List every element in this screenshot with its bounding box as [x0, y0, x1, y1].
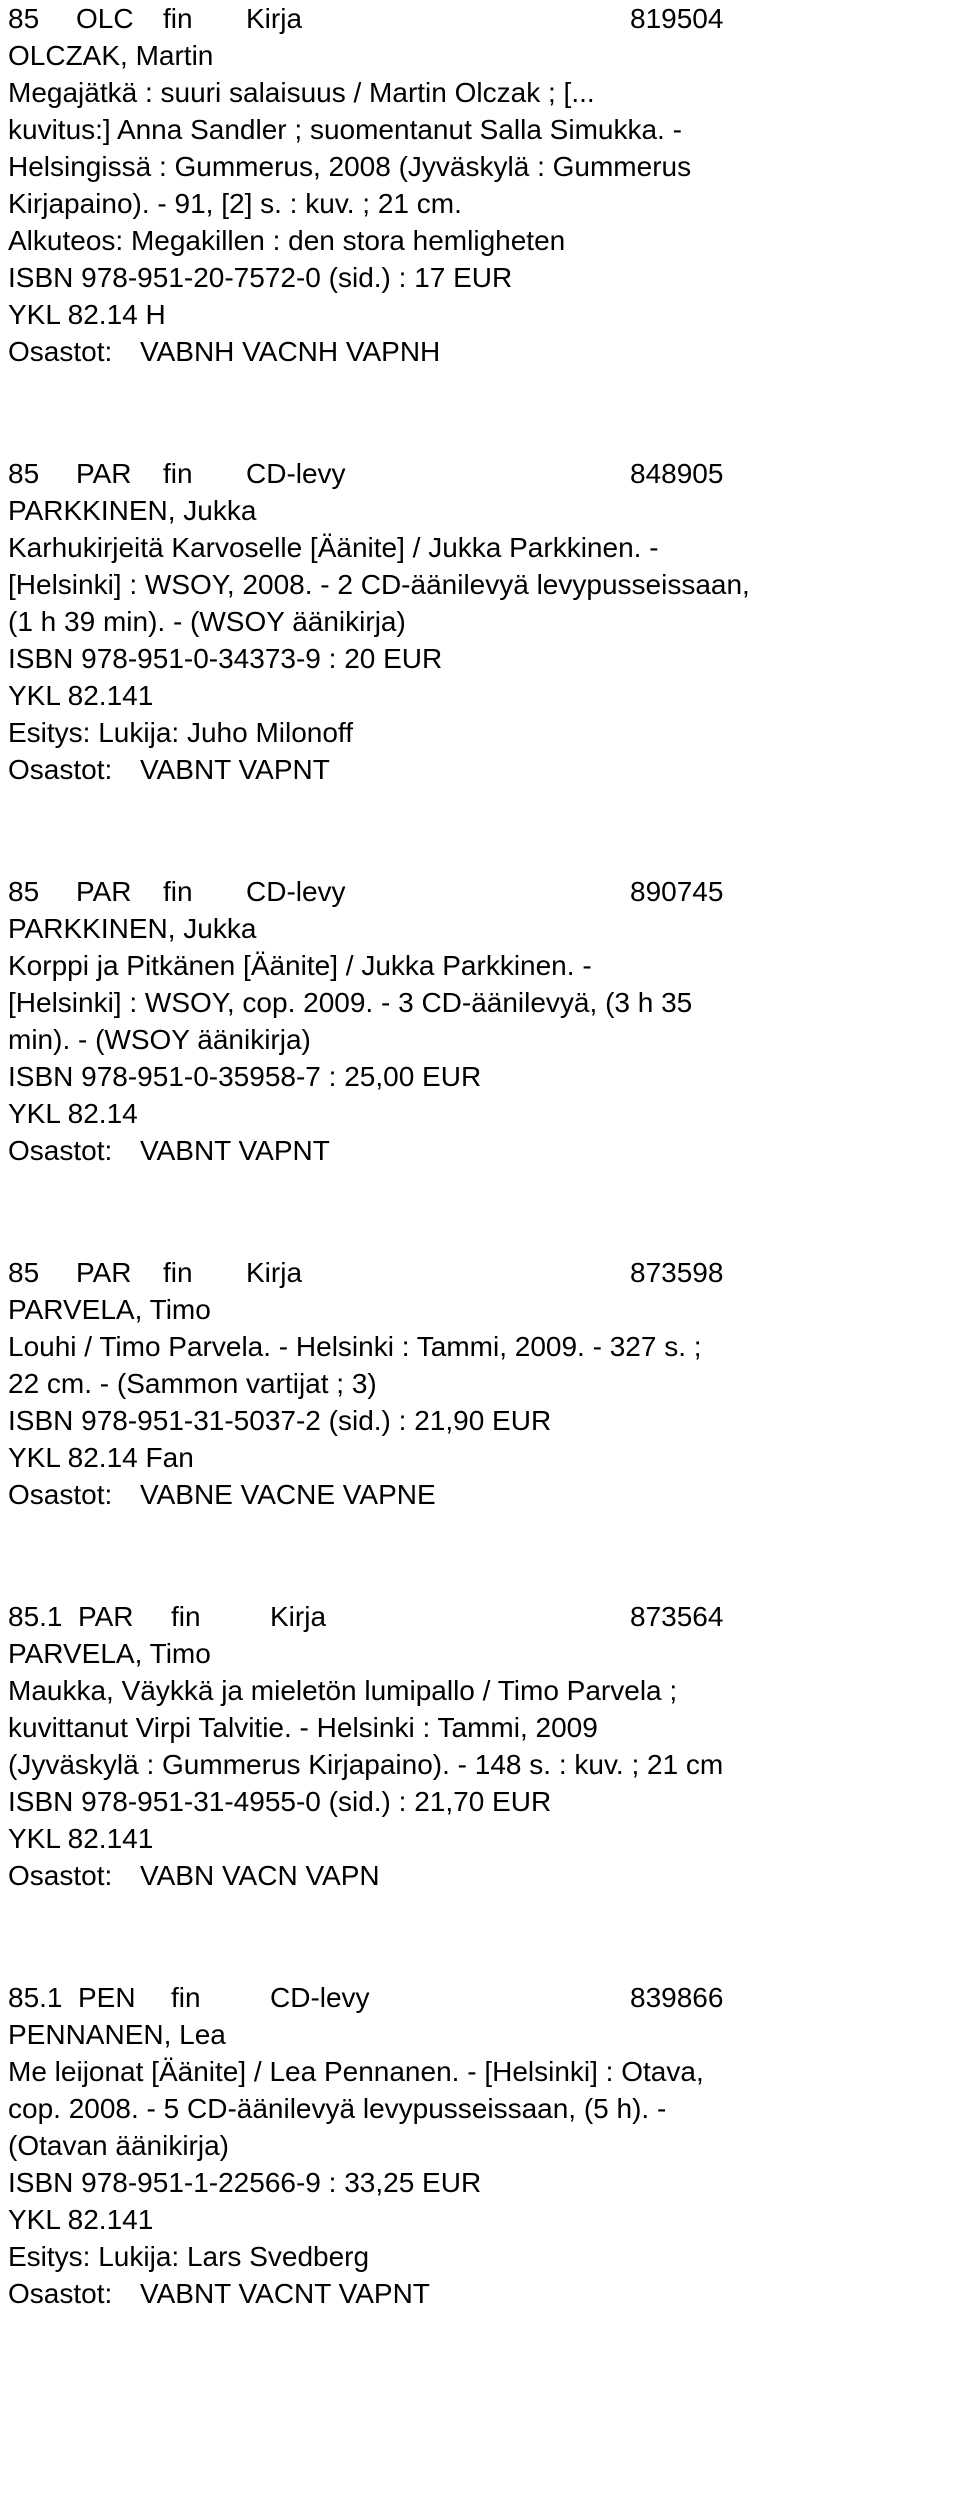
classification-code: 85.1	[8, 1982, 63, 2013]
material-type: Kirja	[246, 3, 303, 34]
description-line: cop. 2008. - 5 CD-äänilevyä levypusseissaan, (5 h). -	[8, 2093, 667, 2124]
classification-code: 85	[8, 3, 40, 34]
shelf-sign: PAR	[76, 876, 132, 907]
description-line: YKL 82.14	[8, 1098, 138, 1129]
departments-value: VABNT VACNT VAPNT	[140, 2278, 430, 2309]
entry-header	[8, 0, 958, 37]
language-code: fin	[171, 1601, 201, 1632]
description-line: [Helsinki] : WSOY, cop. 2009. - 3 CD-äänilevyä, (3 h 35	[8, 987, 693, 1018]
departments-value: VABN VACN VAPN	[140, 1860, 380, 1891]
departments-line	[8, 2275, 958, 2312]
record-number: 839866	[630, 1982, 724, 2013]
description-line: Esitys: Lukija: Juho Milonoff	[8, 717, 353, 748]
classification-code: 85.1	[8, 1601, 63, 1632]
departments-label: Osastot:	[8, 2278, 113, 2309]
record-number: 890745	[630, 876, 724, 907]
record-number: 848905	[630, 458, 724, 489]
language-code: fin	[163, 1257, 193, 1288]
description-line: YKL 82.14 Fan	[8, 1442, 194, 1473]
departments-label: Osastot:	[8, 1860, 113, 1891]
entry-header	[8, 455, 958, 492]
description-line: Maukka, Väykkä ja mieletön lumipallo / Timo Parvela ;	[8, 1675, 678, 1706]
author-line: PARKKINEN, Jukka	[8, 913, 257, 944]
description-line: (1 h 39 min). - (WSOY äänikirja)	[8, 606, 406, 637]
catalog-entry	[8, 1598, 958, 1894]
shelf-sign: PAR	[76, 1257, 132, 1288]
catalog-listing	[8, 0, 958, 2397]
description-line: Alkuteos: Megakillen : den stora hemligheten	[8, 225, 566, 256]
language-code: fin	[171, 1982, 201, 2013]
description-line: ISBN 978-951-0-35958-7 : 25,00 EUR	[8, 1061, 482, 1092]
record-number: 873598	[630, 1257, 724, 1288]
shelf-sign: OLC	[76, 3, 134, 34]
description-line: (Otavan äänikirja)	[8, 2130, 229, 2161]
departments-label: Osastot:	[8, 336, 113, 367]
description-line: ISBN 978-951-1-22566-9 : 33,25 EUR	[8, 2167, 482, 2198]
departments-label: Osastot:	[8, 1135, 113, 1166]
catalog-entry	[8, 873, 958, 1169]
description-line: kuvittanut Virpi Talvitie. - Helsinki : Tammi, 2009	[8, 1712, 598, 1743]
description-line: min). - (WSOY äänikirja)	[8, 1024, 311, 1055]
language-code: fin	[163, 3, 193, 34]
departments-line	[8, 751, 958, 788]
description-line: Kirjapaino). - 91, [2] s. : kuv. ; 21 cm.	[8, 188, 462, 219]
material-type: CD-levy	[246, 458, 346, 489]
catalog-entry	[8, 1979, 958, 2312]
departments-label: Osastot:	[8, 1479, 113, 1510]
description-line: Megajätkä : suuri salaisuus / Martin Olczak ; [...	[8, 77, 595, 108]
record-number: 873564	[630, 1601, 724, 1632]
description-line: ISBN 978-951-31-4955-0 (sid.) : 21,70 EUR	[8, 1786, 552, 1817]
description-line: Helsingissä : Gummerus, 2008 (Jyväskylä : Gummerus	[8, 151, 692, 182]
description-line: [Helsinki] : WSOY, 2008. - 2 CD-äänilevyä levypusseissaan,	[8, 569, 750, 600]
description-line: Louhi / Timo Parvela. - Helsinki : Tammi, 2009. - 327 s. ;	[8, 1331, 702, 1362]
author-line: PARVELA, Timo	[8, 1294, 211, 1325]
description-line: ISBN 978-951-0-34373-9 : 20 EUR	[8, 643, 443, 674]
material-type: Kirja	[246, 1257, 303, 1288]
departments-value: VABNE VACNE VAPNE	[140, 1479, 436, 1510]
shelf-sign: PAR	[78, 1601, 134, 1632]
catalog-entry	[8, 455, 958, 788]
departments-line	[8, 1476, 958, 1513]
departments-line	[8, 333, 958, 370]
entry-header	[8, 1598, 958, 1635]
record-number: 819504	[630, 3, 724, 34]
entry-header	[8, 1254, 958, 1291]
author-line: PENNANEN, Lea	[8, 2019, 226, 2050]
description-line: ISBN 978-951-20-7572-0 (sid.) : 17 EUR	[8, 262, 513, 293]
departments-line	[8, 1132, 958, 1169]
catalog-entry	[8, 1254, 958, 1513]
departments-line	[8, 1857, 958, 1894]
material-type: Kirja	[270, 1601, 327, 1632]
shelf-sign: PEN	[78, 1982, 136, 2013]
description-line: YKL 82.141	[8, 2204, 154, 2235]
shelf-sign: PAR	[76, 458, 132, 489]
description-line: YKL 82.141	[8, 680, 154, 711]
description-line: YKL 82.14 H	[8, 299, 166, 330]
description-line: ISBN 978-951-31-5037-2 (sid.) : 21,90 EUR	[8, 1405, 552, 1436]
classification-code: 85	[8, 458, 40, 489]
description-line: YKL 82.141	[8, 1823, 154, 1854]
description-line: kuvitus:] Anna Sandler ; suomentanut Salla Simukka. -	[8, 114, 682, 145]
departments-value: VABNT VAPNT	[140, 754, 330, 785]
departments-value: VABNT VAPNT	[140, 1135, 330, 1166]
description-line: Korppi ja Pitkänen [Äänite] / Jukka Parkkinen. -	[8, 950, 592, 981]
description-line: Karhukirjeitä Karvoselle [Äänite] / Jukka Parkkinen. -	[8, 532, 659, 563]
material-type: CD-levy	[270, 1982, 370, 2013]
material-type: CD-levy	[246, 876, 346, 907]
departments-label: Osastot:	[8, 754, 113, 785]
classification-code: 85	[8, 876, 40, 907]
entry-header	[8, 1979, 958, 2016]
author-line: OLCZAK, Martin	[8, 40, 214, 71]
catalog-entry	[8, 0, 958, 370]
description-line: Me leijonat [Äänite] / Lea Pennanen. - [Helsinki] : Otava,	[8, 2056, 704, 2087]
description-line: Esitys: Lukija: Lars Svedberg	[8, 2241, 370, 2272]
departments-value: VABNH VACNH VAPNH	[140, 336, 441, 367]
description-line: (Jyväskylä : Gummerus Kirjapaino). - 148 s. : kuv. ; 21 cm	[8, 1749, 724, 1780]
description-line: 22 cm. - (Sammon vartijat ; 3)	[8, 1368, 377, 1399]
entry-header	[8, 873, 958, 910]
author-line: PARKKINEN, Jukka	[8, 495, 257, 526]
classification-code: 85	[8, 1257, 40, 1288]
author-line: PARVELA, Timo	[8, 1638, 211, 1669]
language-code: fin	[163, 876, 193, 907]
language-code: fin	[163, 458, 193, 489]
